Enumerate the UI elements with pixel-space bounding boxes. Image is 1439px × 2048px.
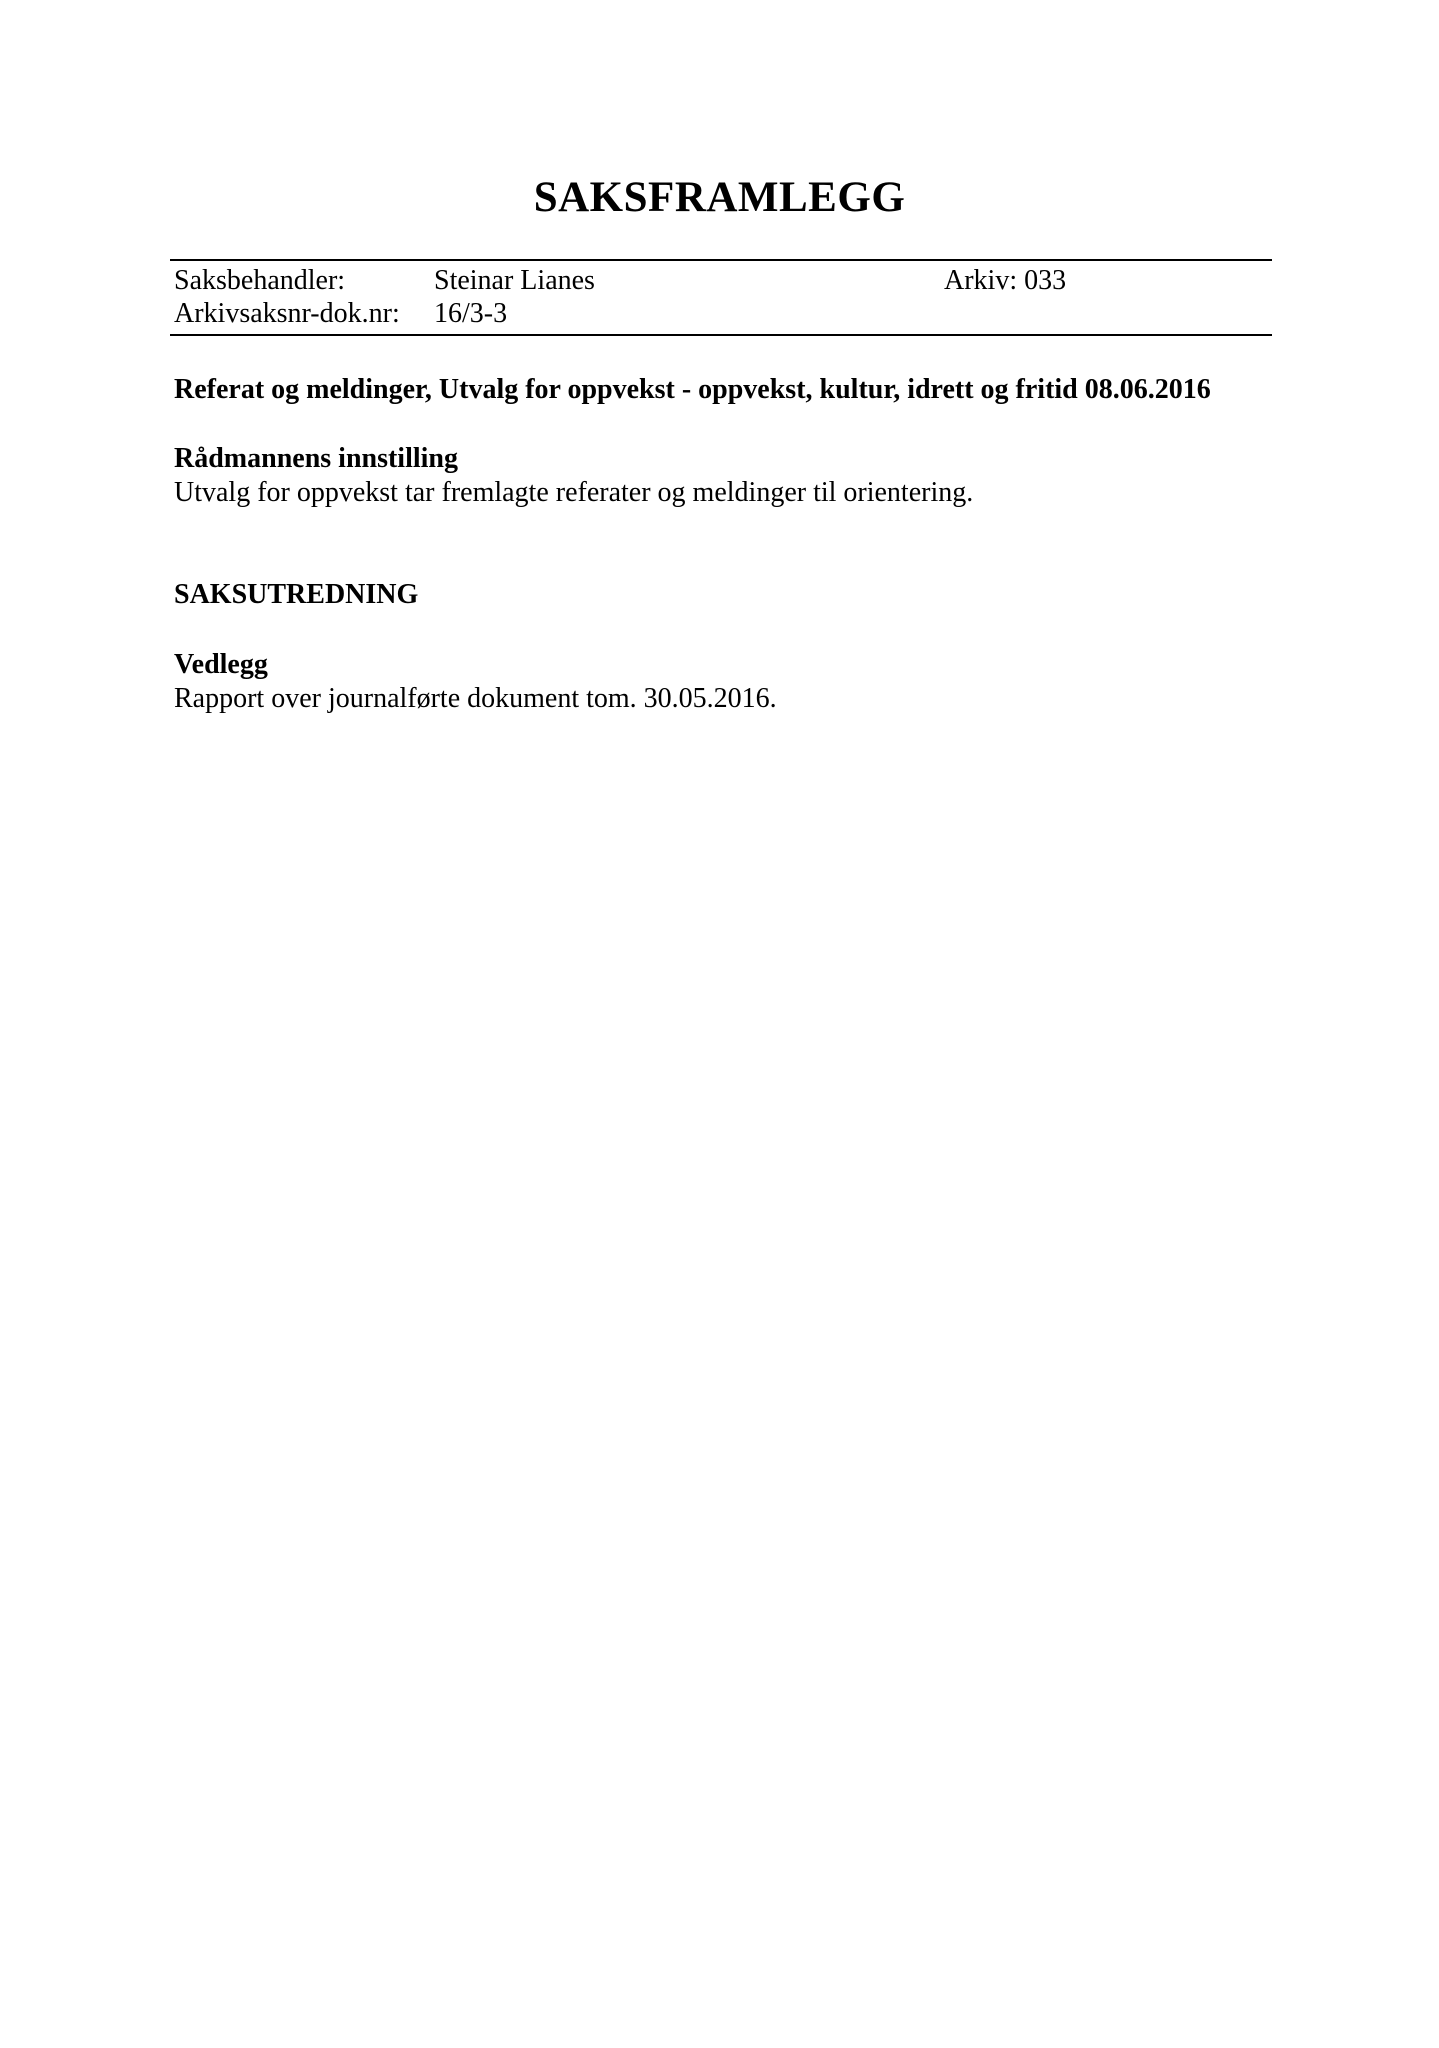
case-title: Referat og meldinger, Utvalg for oppvekst - oppvekst, kultur, idrett og fritid 08.06.2016 [174, 374, 1211, 405]
section-heading: SAKSUTREDNING [174, 579, 419, 610]
caseno-label: Arkivsaksnr-dok.nr: [174, 298, 400, 329]
archive-code: Arkiv: 033 [944, 265, 1067, 296]
handler-label: Saksbehandler: [174, 265, 346, 296]
attachments-heading: Vedlegg [174, 649, 268, 680]
handler-value: Steinar Lianes [434, 265, 595, 296]
recommendation-text: Utvalg for oppvekst tar fremlagte referater og meldinger til orientering. [174, 477, 974, 508]
attachments-text: Rapport over journalførte dokument tom. 30.05.2016. [174, 683, 777, 714]
document-title: SAKSFRAMLEGG [533, 174, 906, 221]
case-metadata [170, 259, 1272, 336]
recommendation-heading: Rådmannens innstilling [174, 443, 458, 474]
caseno-value: 16/3-3 [434, 298, 508, 329]
